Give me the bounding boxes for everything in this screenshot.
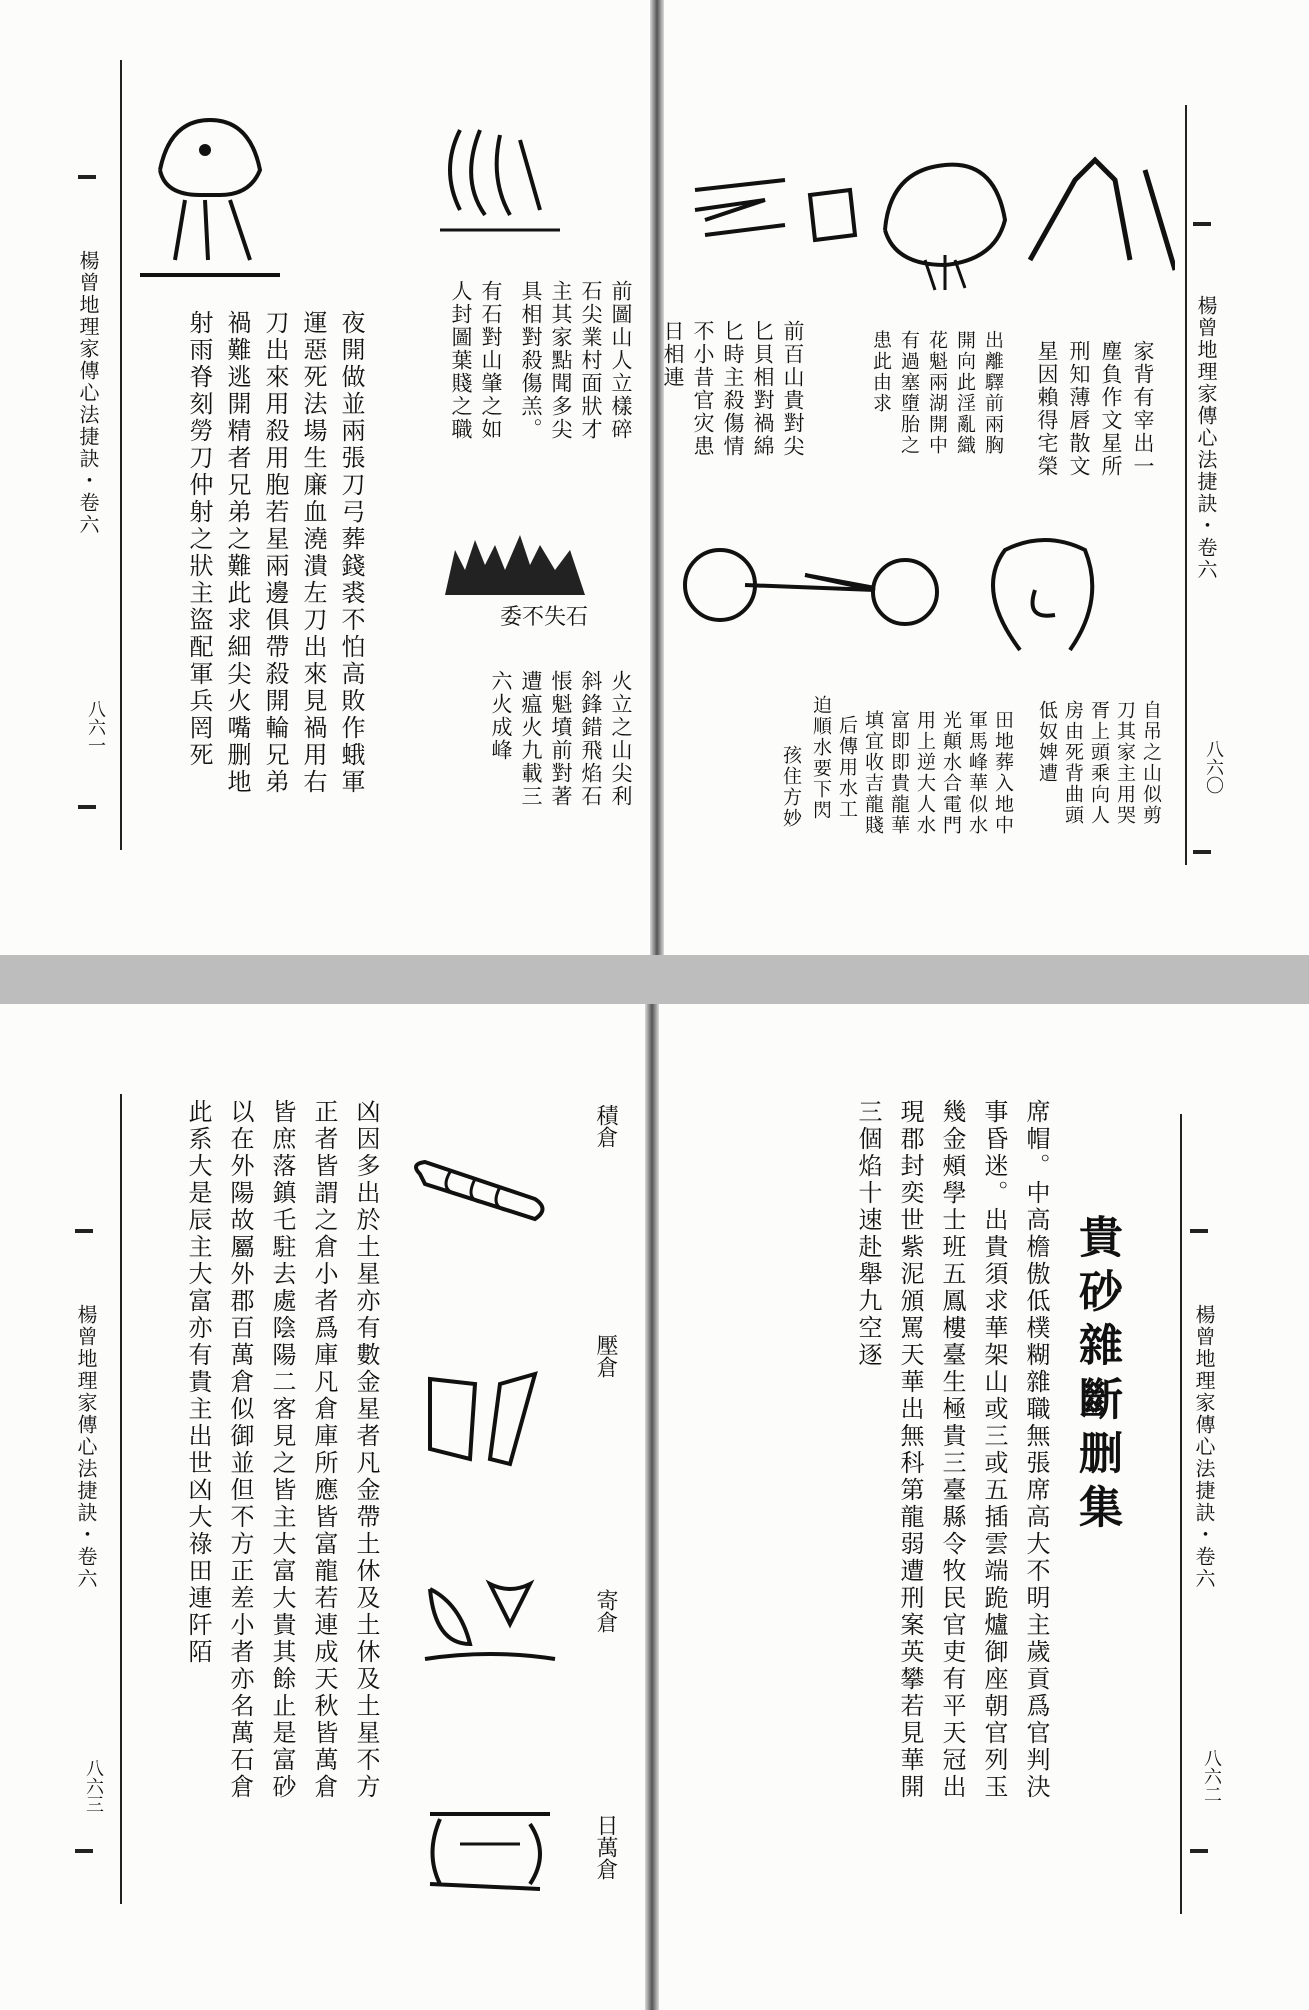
text-column: 塵負作文星所 <box>1099 340 1123 478</box>
text-column: 主其家點聞多尖 <box>549 280 573 441</box>
text-column: 花魁兩湖開中 <box>926 330 948 456</box>
granary-sketch-4 <box>420 1794 560 1904</box>
folio-mark <box>75 1849 93 1853</box>
page-number: 八六一 <box>85 700 106 754</box>
running-head: 楊曾地理家傳心法捷訣・卷六 <box>74 1304 98 1590</box>
folio-mark <box>1190 1849 1208 1853</box>
page-862 <box>660 1004 1309 2010</box>
page-border-rule <box>120 60 122 850</box>
page-number: 八六三 <box>83 1759 104 1813</box>
mountain-sketches <box>140 110 580 290</box>
scan-divider <box>0 955 1309 1004</box>
text-column: 迫順水要下閃 <box>810 695 832 821</box>
top-spread <box>0 0 1309 955</box>
text-column: 現郡封奕世紫泥頒罵天華出無科第龍弱遭刑案英攀若見華開 <box>896 1099 924 1801</box>
text-column: 有過塞墮胎之 <box>898 330 920 456</box>
text-column: 有石對山肇之如 <box>479 280 503 441</box>
diagram-label: 積倉 <box>593 1104 618 1148</box>
page-border-rule <box>1180 1114 1182 1914</box>
text-column: 此系大是辰主大富亦有貴主出世凶大祿田連阡陌 <box>184 1099 212 1666</box>
text-column: 皆庶落鎮乇駐去處陰陽二客見之皆主大富大貴其餘止是富砂 <box>268 1099 296 1801</box>
text-column: 患此由求 <box>870 330 892 414</box>
bottom-spread <box>0 1004 1309 2010</box>
page-861 <box>0 0 650 955</box>
text-column: 凶因多出於土星亦有數金星者凡金帶土休及土休及土星不方 <box>352 1099 380 1801</box>
folio-mark <box>1190 1229 1208 1233</box>
page-number: 八六二 <box>1201 1749 1222 1803</box>
mountain-sketches <box>675 530 1135 660</box>
text-column: 低奴婢遭 <box>1036 700 1058 784</box>
book-gutter <box>650 0 664 955</box>
text-column: 前百山貴對尖 <box>781 320 805 458</box>
text-column: 房由死背曲頭 <box>1062 700 1084 826</box>
text-column: 事昏迷。出貴須求華架山或三或五插雲端跪爐御座朝官列玉 <box>980 1099 1008 1801</box>
text-column: 星因賴得宅榮 <box>1035 340 1059 478</box>
running-head: 楊曾地理家傳心法捷訣・卷六 <box>1192 1304 1216 1590</box>
diagram-label: 壓倉 <box>593 1334 618 1378</box>
text-column: 孩住方妙 <box>780 745 802 829</box>
text-column: 自吊之山似剪 <box>1140 700 1162 826</box>
text-column: 不小昔官灾患 <box>691 320 715 458</box>
text-column: 石尖業村面狀才 <box>579 280 603 441</box>
diagram-label: 寄倉 <box>593 1589 618 1633</box>
page-number: 八六〇 <box>1203 740 1224 794</box>
text-column: 光顛水合電門 <box>940 710 962 836</box>
sketch-label: 委不失石 <box>500 605 589 630</box>
page-860 <box>661 0 1309 955</box>
text-column: 悵魁墳前對著 <box>549 670 573 808</box>
folio-mark <box>1193 222 1211 226</box>
granary-sketch-2 <box>420 1364 550 1474</box>
text-column: 六火成峰 <box>489 670 513 762</box>
running-head: 楊曾地理家傳心法捷訣・卷六 <box>76 250 100 536</box>
text-column: 火立之山尖利 <box>609 670 633 808</box>
text-column: 開向此淫亂織 <box>954 330 976 456</box>
text-column: 正者皆謂之倉小者爲庫凡倉庫所應皆富龍若連成天秋皆萬倉 <box>310 1099 338 1801</box>
text-column: 軍馬峰華似水 <box>966 710 988 836</box>
folio-mark <box>78 805 96 809</box>
folio-mark <box>78 175 96 179</box>
text-column: 田地葬入地中 <box>992 710 1014 836</box>
text-column: 刑知薄唇散文 <box>1067 340 1091 478</box>
diagram-label: 日萬倉 <box>593 1814 618 1880</box>
text-column: 人封圖葉賤之職 <box>449 280 473 441</box>
section-title: 貴砂雜斷删集 <box>1071 1214 1122 1538</box>
text-column: 富即即貴龍華 <box>888 710 910 836</box>
text-column: 三個焰十速赴舉九空逐 <box>854 1099 882 1369</box>
text-column: 后傳用水工 <box>836 715 858 820</box>
running-head: 楊曾地理家傳心法捷訣・卷六 <box>1194 295 1218 581</box>
folio-mark <box>1193 850 1211 854</box>
fire-mountain-sketch <box>440 530 590 600</box>
text-column: 幾金頰學士班五鳳樓臺生極貴三臺縣令牧民官吏有平天冠出 <box>938 1099 966 1801</box>
text-column: 斜鋒錯飛焰石 <box>579 670 603 808</box>
page-border-rule <box>1185 105 1187 865</box>
book-gutter <box>645 1004 659 2010</box>
mountain-sketches <box>675 140 1175 300</box>
text-column: 射雨脊刻勞刀仲射之狀主盜配軍兵罔死 <box>185 310 213 769</box>
text-column: 匕貝相對禍綿 <box>751 320 775 458</box>
text-column: 刀出來用殺用胞若星兩邊俱帶殺開輪兄弟 <box>261 310 289 796</box>
text-column: 日相連 <box>661 320 685 389</box>
page-863 <box>0 1004 645 2010</box>
text-column: 填宜收吉龍賤 <box>862 710 884 836</box>
text-column: 胥上頭乘向人 <box>1088 700 1110 826</box>
granary-sketch-1 <box>410 1154 550 1234</box>
text-column: 前圖山人立樣碎 <box>609 280 633 441</box>
text-column: 夜開做並兩張刀弓葬錢裘不怕高敗作蛾軍 <box>337 310 365 796</box>
folio-mark <box>75 1229 93 1233</box>
text-column: 運惡死法場生廉血澆潰左刀出來見禍用右 <box>299 310 327 796</box>
text-column: 家背有宰出一 <box>1131 340 1155 478</box>
text-column: 具相對殺傷羔。 <box>519 280 543 441</box>
text-column: 以在外陽故屬外郡百萬倉似御並但不方正差小者亦名萬石倉 <box>226 1099 254 1801</box>
text-column: 禍難逃開精者兄弟之難此求細尖火嘴删地 <box>223 310 251 796</box>
page-border-rule <box>120 1094 122 1904</box>
text-column: 刀其家主用哭 <box>1114 700 1136 826</box>
text-column: 遭瘟火九載三 <box>519 670 543 808</box>
text-column: 匕時主殺傷情 <box>721 320 745 458</box>
text-column: 出離驛前兩胸 <box>982 330 1004 456</box>
granary-sketch-3 <box>420 1574 560 1674</box>
text-column: 用上逆大人水 <box>914 710 936 836</box>
text-column: 席帽。中高檐傲低樸糊雜職無張席高大不明主歲貢爲官判決 <box>1022 1099 1050 1801</box>
